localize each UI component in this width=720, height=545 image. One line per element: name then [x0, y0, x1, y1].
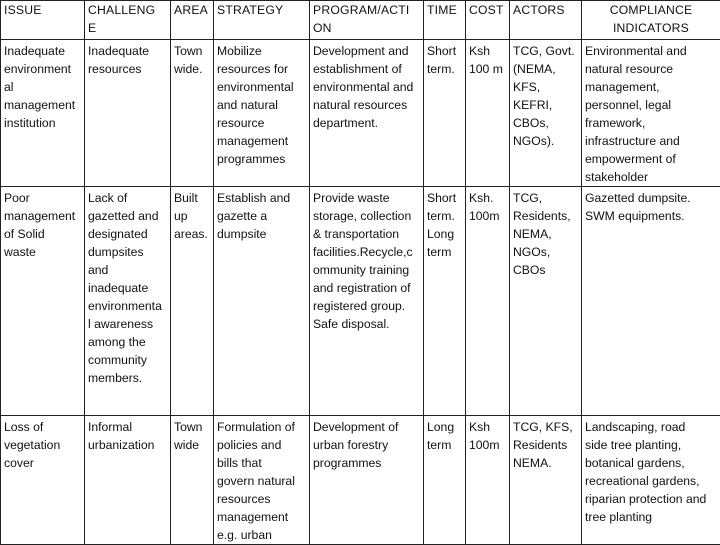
cell-indicators: Environmental and natural resource management, personnel, legal framework, infrastructure and empowerment of stakeholder	[582, 40, 720, 187]
cell-cost: Ksh 100m	[466, 416, 510, 545]
table-row	[1, 40, 720, 187]
header-time: TIME	[424, 1, 466, 40]
header-issue: ISSUE	[1, 1, 85, 40]
cell-time: Long term	[424, 416, 466, 545]
cell-indicators: Landscaping, road side tree planting, botanical gardens, recreational gardens, riparian protection and tree planting	[582, 416, 720, 545]
cell-area: Town wide.	[171, 40, 214, 187]
cell-challenge: Inadequate resources	[85, 40, 171, 187]
header-area: AREA	[171, 1, 214, 40]
header-indicators: COMPLIANCE INDICATORS	[582, 1, 720, 40]
cell-actors: TCG, Govt. (NEMA, KFS, KEFRI, CBOs, NGOs).	[510, 40, 582, 187]
cell-program: Development and establishment of environmental and natural resources department.	[310, 40, 424, 187]
header-actors: ACTORS	[510, 1, 582, 40]
cell-cost: Ksh 100 m	[466, 40, 510, 187]
cell-issue: Inadequate environment al management institution	[1, 40, 85, 187]
cell-strategy: Formulation of policies and bills that govern natural resources management e.g. urban	[214, 416, 310, 545]
cell-issue: Poor management of Solid waste	[1, 187, 85, 416]
cell-challenge: Informal urbanization	[85, 416, 171, 545]
cell-cost: Ksh. 100m	[466, 187, 510, 416]
header-challenge: CHALLENG E	[85, 1, 171, 40]
cell-actors: TCG, Residents, NEMA, NGOs, CBOs	[510, 187, 582, 416]
cell-program: Provide waste storage, collection & transportation facilities.Recycle,c ommunity training and registration of registered group. Safe disposal.	[310, 187, 424, 416]
cell-issue: Loss of vegetation cover	[1, 416, 85, 545]
header-cost: COST	[466, 1, 510, 40]
cell-area: Town wide	[171, 416, 214, 545]
cell-indicators: Gazetted dumpsite. SWM equipments.	[582, 187, 720, 416]
cell-time: Short term.	[424, 40, 466, 187]
cell-time: Short term. Long term	[424, 187, 466, 416]
cell-program: Development of urban forestry programmes	[310, 416, 424, 545]
header-row	[1, 1, 720, 40]
cell-strategy: Establish and gazette a dumpsite	[214, 187, 310, 416]
table-row	[1, 416, 720, 545]
header-program: PROGRAM/ACTI ON	[310, 1, 424, 40]
cell-area: Built up areas.	[171, 187, 214, 416]
table-row	[1, 187, 720, 416]
header-strategy: STRATEGY	[214, 1, 310, 40]
cell-actors: TCG, KFS, Residents NEMA.	[510, 416, 582, 545]
cell-strategy: Mobilize resources for environmental and natural resource management programmes	[214, 40, 310, 187]
cell-challenge: Lack of gazetted and designated dumpsites and inadequate environmenta l awareness among the community members.	[85, 187, 171, 416]
